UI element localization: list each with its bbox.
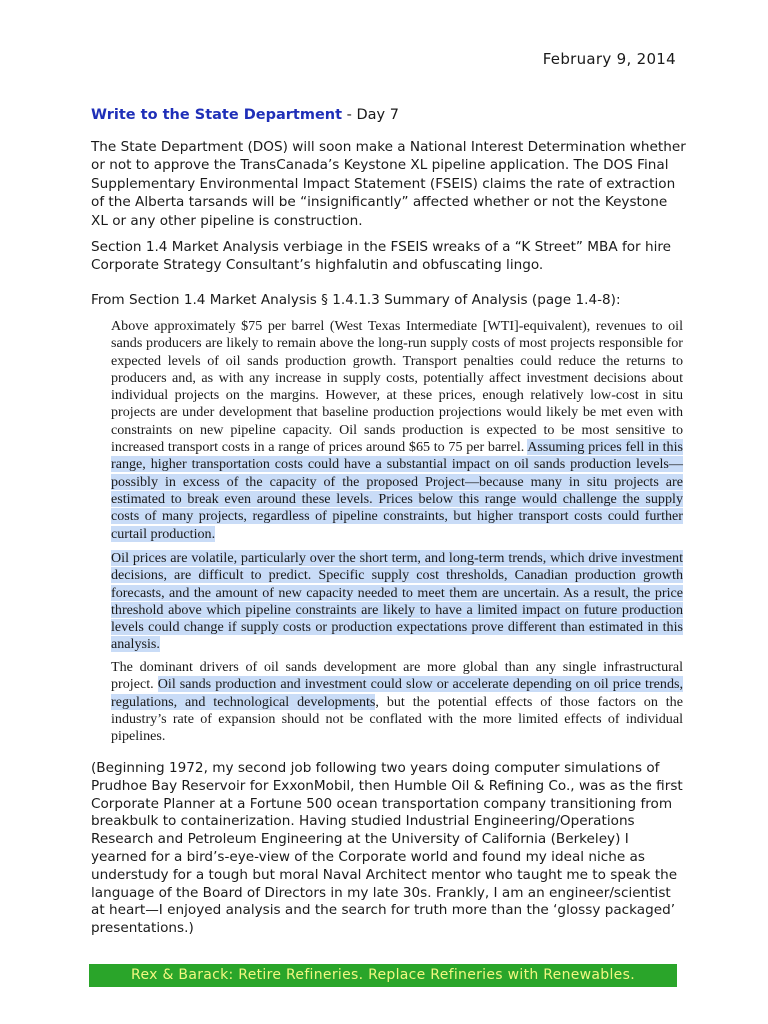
- quote-3-text-before: The dominant drivers of oil sands development are more global than any single infrastructural project.: [111, 659, 683, 693]
- personal-note-paragraph: (Beginning 1972, my second job following two years doing computer simulations of Prudhoe Bay Reservoir for ExxonMobil, then Humble Oil & Refining Co., was as the first Corporate Planner at a Fortune 500 ocean transportation company transitioning from breakbulk to containerization. Having studied Industrial Engineering/Operations Research and Petroleum Engineering at the University of California (Berkeley) I yearned for a bird’s-eye-view of the Corporate world and found my ideal niche as understudy for a tough but moral Naval Architect mentor who taught me to speak the language of the Board of Directors in my late 30s. Frankly, I am an engineer/scientist at heart—I enjoyed analysis and the search for truth more than the ‘glossy packaged’ presentations.): [91, 760, 683, 937]
- quote-paragraph-3: [111, 659, 683, 745]
- title-text: Write to the State Department: [91, 107, 343, 123]
- quote-1-text: Above approximately $75 per barrel (West Texas Intermediate [WTI]-equivalent), revenues to oil sands producers are likely to remain above the long-run supply costs of most projects responsible for expected levels of oil sands production growth. Transport penalties could reduce the returns to producers and, as with any increase in supply costs, potentially affect investment decisions about individual projects on the margins. However, at these prices, enough relatively low-cost in situ projects are under development that baseline production projections would likely be met even with constraints on new pipeline capacity. Oil sands production is expected to be most sensitive to increased transport costs in a range of prices around $65 to 75 per barrel.: [111, 318, 683, 456]
- quote-3-text-after: , but the potential effects of those factors on the industry’s rate of expansion should not be conflated with the more limited effects of individual pipelines.: [111, 693, 683, 745]
- quote-1-highlight: Assuming prices fell in this range, higher transportation costs could have a substantial impact on oil sands production levels—possibly in excess of the capacity of the proposed Project—because many in situ projects are estimated to break even around these levels. Prices below this range would challenge the supply costs of many projects, regardless of pipeline constraints, but higher transport costs could further curtail production.: [111, 439, 683, 542]
- document-date: February 9, 2014: [542, 50, 676, 68]
- source-line: From Section 1.4 Market Analysis § 1.4.1.3 Summary of Analysis (page 1.4-8):: [91, 292, 621, 308]
- page-title: [91, 107, 399, 123]
- quote-paragraph-1: [111, 318, 683, 543]
- intro-paragraph: The State Department (DOS) will soon make a National Interest Determination whether or not to approve the TransCanada’s Keystone XL pipeline application. The DOS Final Supplementary Environmental Impact Statement (FSEIS) claims the rate of extraction of the Alberta tarsands will be “insignificantly” affected whether or not the Keystone XL or any other pipeline is construction.: [91, 139, 686, 229]
- section-note-paragraph: Section 1.4 Market Analysis verbiage in the FSEIS wreaks of a “K Street” MBA for hire Corporate Strategy Consultant’s highfalutin and obfuscating lingo.: [91, 239, 672, 274]
- title-suffix: - Day 7: [342, 107, 399, 123]
- quote-2-highlight: Oil prices are volatile, particularly over the short term, and long-term trends, which drive investment decisions, are difficult to predict. Specific supply cost thresholds, Canadian production growth forecasts, and the amount of new capacity needed to meet them are uncertain. As a result, the price threshold above which pipeline constraints are likely to have a limited impact on future production levels could change if supply costs or production expectations prove different than estimated in this analysis.: [111, 550, 683, 653]
- quote-paragraph-2: [111, 550, 683, 654]
- footer-banner: Rex & Barack: Retire Refineries. Replace Refineries with Renewables.: [89, 964, 677, 987]
- quote-3-highlight: Oil sands production and investment could slow or accelerate depending on oil price trends, regulations, and technological developments: [111, 676, 683, 710]
